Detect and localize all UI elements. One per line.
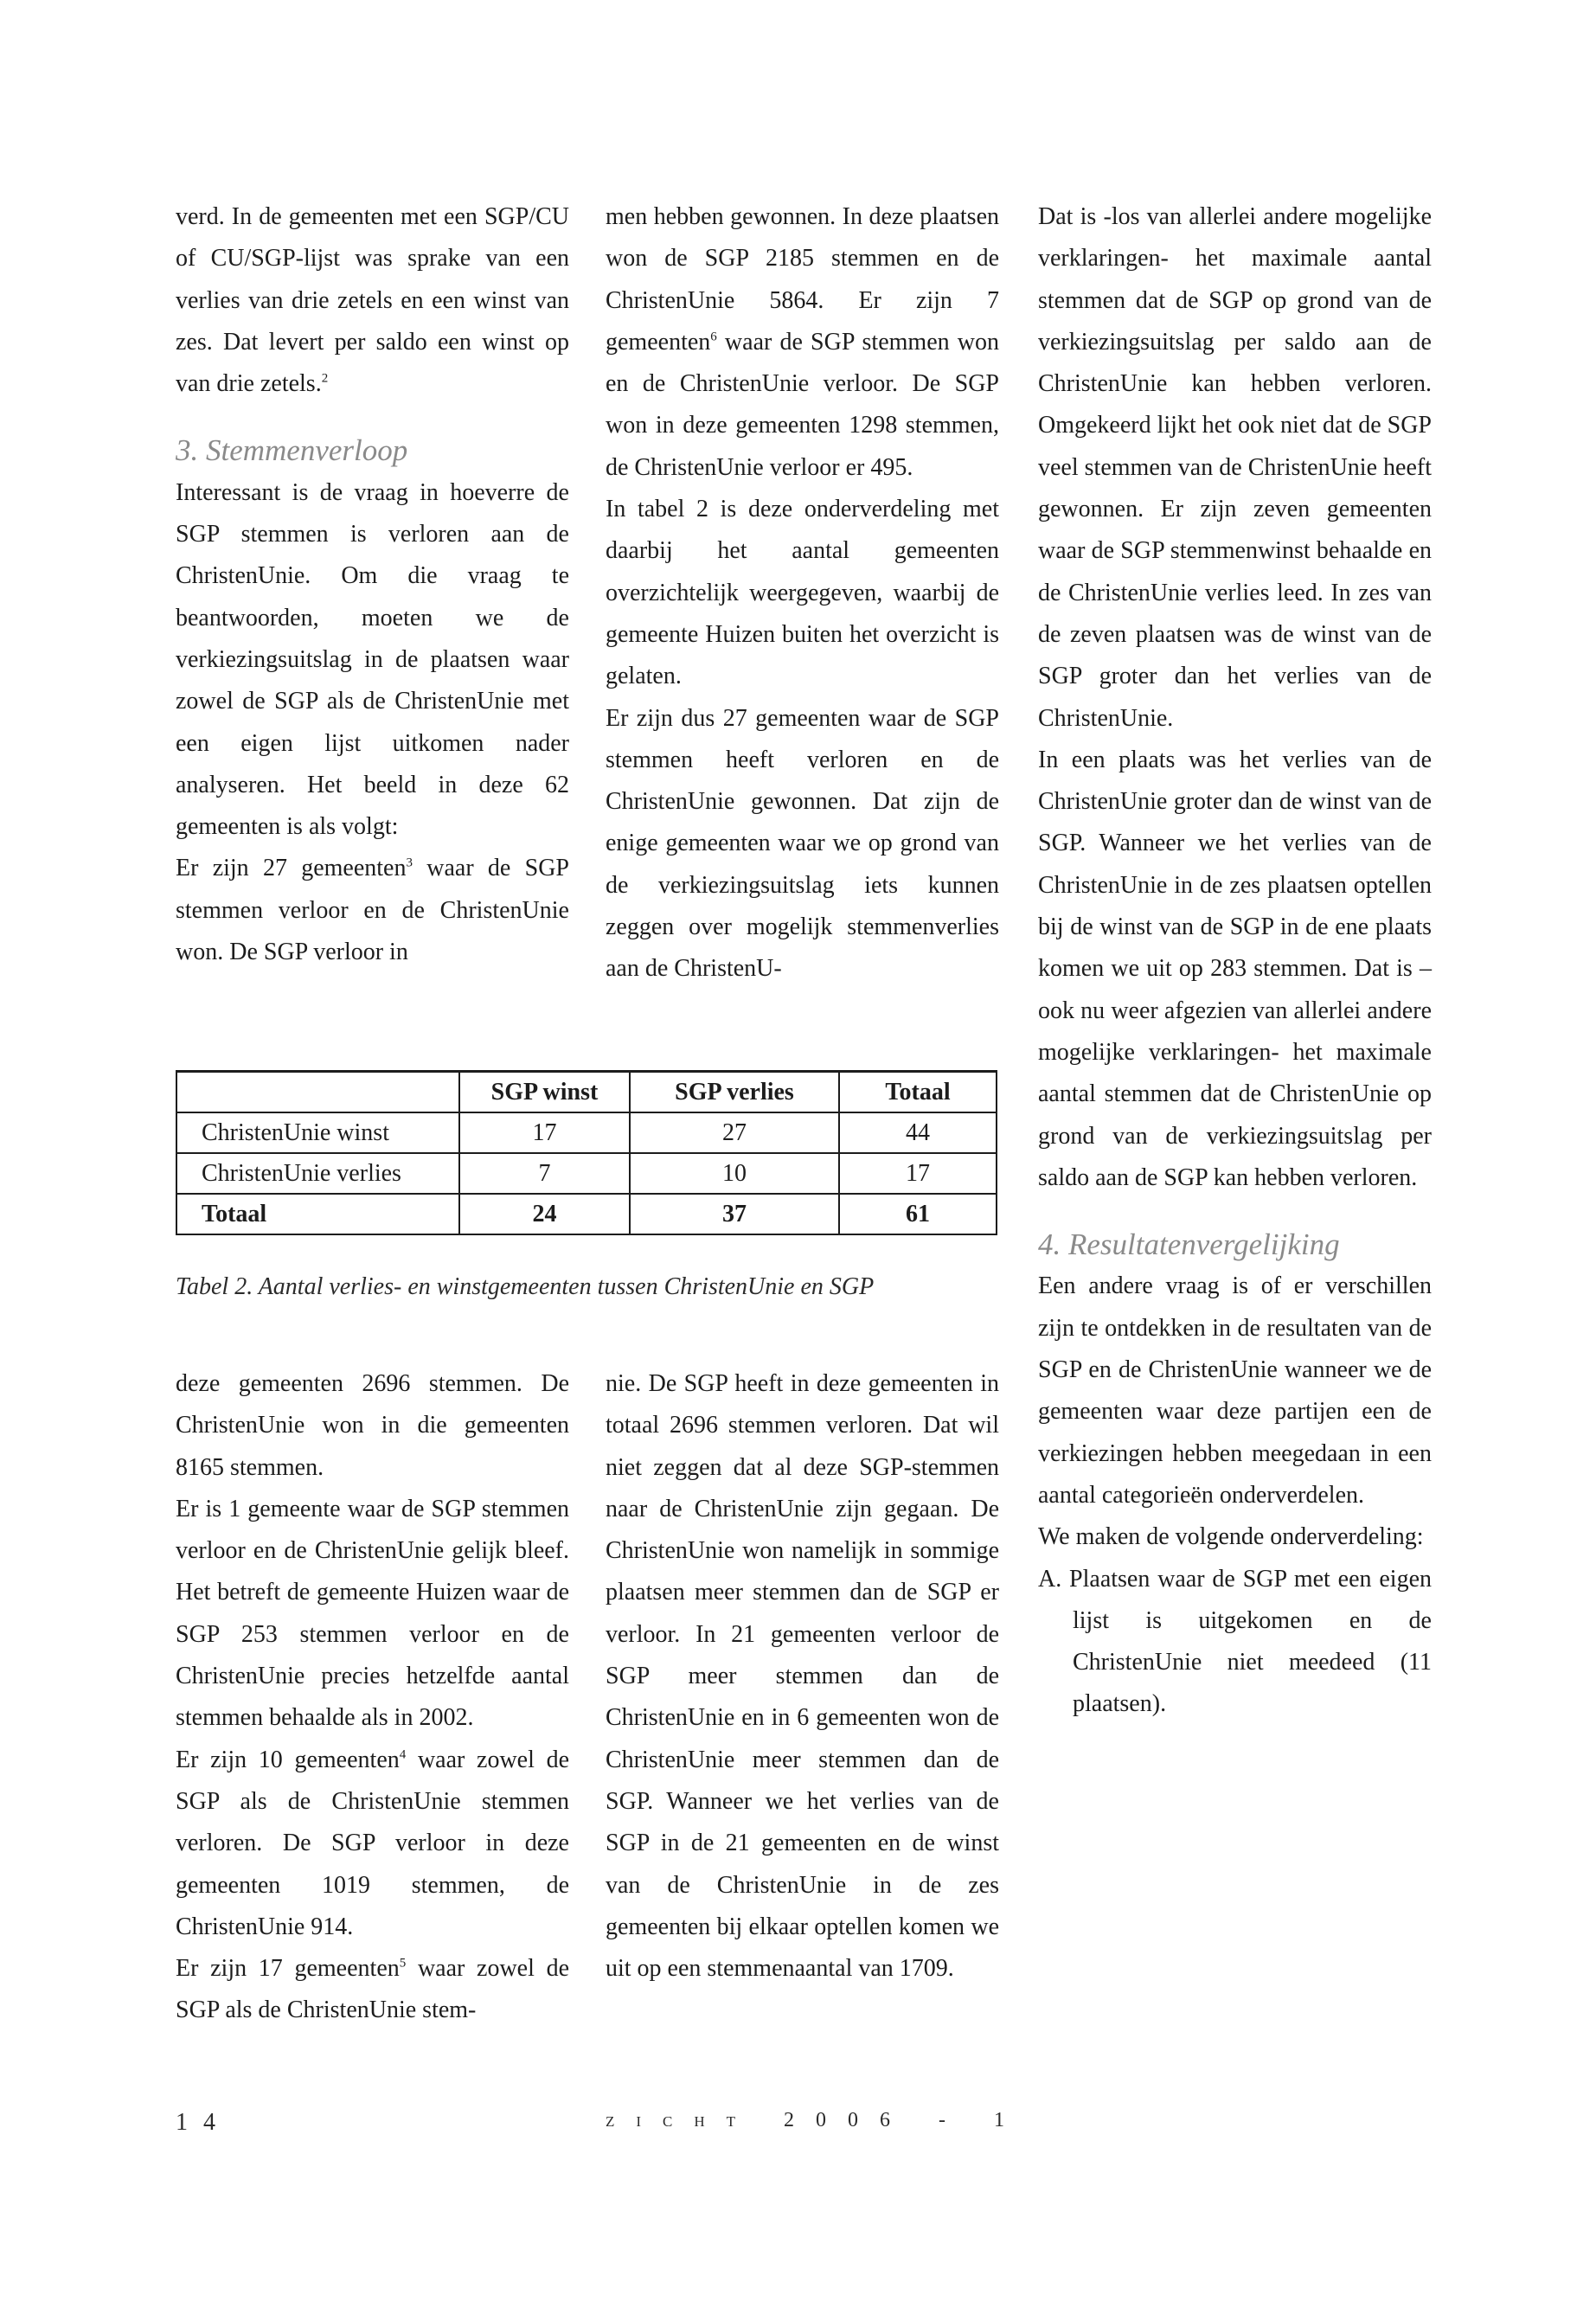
table-header-row [176, 1072, 997, 1113]
column-top-middle [606, 196, 999, 990]
section-heading-stemmenverloop: 3. Stemmenverloop [176, 433, 408, 468]
footnote-ref: 4 [399, 1747, 407, 1762]
paragraph: Er zijn dus 27 gemeenten waar de SGP stemmen heeft verloren en de ChristenUnie gewonnen. Dat zijn de enige gemeenten waar we op grond van de verkiezingsuitslag iets kunnen zeggen over mogelijk stemmenverlies aan de ChristenU- [606, 704, 999, 983]
table-header-cell: SGP verlies [630, 1072, 839, 1113]
table-cell: 24 [459, 1194, 630, 1234]
footnote-ref: 2 [321, 371, 329, 386]
table-cell: 17 [839, 1153, 997, 1194]
table-total-row [176, 1194, 997, 1234]
paragraph: Er is 1 gemeente waar de SGP stemmen verloor en de ChristenUnie gelijk bleef. Het betreft de gemeente Huizen waar de SGP 253 stemmen verloor en de ChristenUnie precies hetzelfde aantal stemmen behaalde als in 2002. [176, 1495, 569, 1732]
column-top-left [176, 196, 569, 973]
column-right [1038, 196, 1432, 1726]
paragraph: Dat is -los van allerlei andere mogelijke verklaringen- het maximale aantal stemmen dat de SGP op grond van de verkiezingsuitslag per saldo aan de ChristenUnie kan hebben verloren. Omgekeerd lijkt het ook niet dat de SGP veel stemmen van de ChristenUnie heeft gewonnen. Er zijn zeven gemeenten waar de SGP stemmenwinst behaalde en de ChristenUnie verlies leed. In zes van de zeven plaatsen was de winst van de SGP groter dan het verlies van de ChristenUnie. [1038, 203, 1432, 732]
column-bottom-left [176, 1363, 569, 2032]
column-bottom-middle [606, 1363, 999, 1990]
paragraph: deze gemeenten 2696 stemmen. De ChristenUnie won in die gemeenten 8165 stemmen. [176, 1370, 569, 1481]
paragraph: nie. De SGP heeft in deze gemeenten in totaal 2696 stemmen verloren. Dat wil niet zeggen dat al deze SGP-stemmen naar de ChristenUnie zijn gegaan. De ChristenUnie won namelijk in sommige plaatsen meer stemmen dan de SGP er verloor. In 21 gemeenten verloor de SGP meer stemmen dan de ChristenUnie en in 6 gemeenten won de ChristenUnie meer stemmen dan de SGP. Wanneer we het verlies van de SGP in de 21 gemeenten en de winst van de ChristenUnie in de zes gemeenten bij elkaar optellen komen we uit op een stemmenaantal van 1709. [606, 1370, 999, 1983]
paragraph: In tabel 2 is deze onderverdeling met daarbij het aantal gemeenten overzichtelijk weergegeven, waarbij de gemeente Huizen buiten het overzicht is gelaten. [606, 496, 999, 690]
table-cell: 37 [630, 1194, 839, 1234]
table-header-cell: SGP winst [459, 1072, 630, 1113]
paragraph: Er zijn 17 gemeenten$^5$ waar zowel de SGP als de ChristenUnie stem- [176, 1955, 569, 2024]
paragraph: Er zijn 10 gemeenten$^4$ waar zowel de SGP als de ChristenUnie stemmen verloren. De SGP verloor in deze gemeenten 1019 stemmen, de ChristenUnie 914. [176, 1746, 569, 1940]
footnote-ref: 6 [710, 330, 717, 344]
table-cell: ChristenUnie winst [176, 1112, 459, 1153]
category-list [1038, 1559, 1432, 1726]
table-row [176, 1153, 997, 1194]
section-heading-resultatenvergelijking: 4. Resultatenvergelijking [1038, 1227, 1340, 1262]
table-caption: Tabel 2. Aantal verlies- en winstgemeenten tussen ChristenUnie en SGP [176, 1273, 875, 1300]
table-cell: 7 [459, 1153, 630, 1194]
table-row [176, 1112, 997, 1153]
table-header-cell: Totaal [839, 1072, 997, 1113]
paragraph: Interessant is de vraag in hoeverre de SGP stemmen is verloren aan de ChristenUnie. Om die vraag te beantwoorden, moeten we de verkiezingsuitslag in de plaatsen waar zowel de SGP als de ChristenUnie met een eigen lijst uitkomen nader analyseren. Het beeld in deze 62 gemeenten is als volgt: [176, 478, 569, 841]
paragraph: In een plaats was het verlies van de ChristenUnie groter dan de winst van de SGP. Wanneer we het verlies van de ChristenUnie in de zes plaatsen optellen bij de winst van de SGP in de ene plaats komen we uit op 283 stemmen. Dat is –ook nu weer afgezien van allerlei andere mogelijke verklaringen- het maximale aantal stemmen dat de ChristenUnie op grond van de verkiezingsuitslag per saldo aan de SGP kan hebben verloren. [1038, 746, 1432, 1191]
footnote-ref: 3 [406, 856, 413, 871]
list-item: A. Plaatsen waar de SGP met een eigen lijst is uitgekomen en de ChristenUnie niet meedeed (11 plaatsen). [1038, 1565, 1432, 1718]
paragraph: Er zijn 27 gemeenten$^3$ waar de SGP stemmen verloor en de ChristenUnie won. De SGP verloor in [176, 855, 569, 966]
table-cell: 27 [630, 1112, 839, 1153]
paragraph: We maken de volgende onderverdeling: [1038, 1523, 1424, 1551]
paragraph: Een andere vraag is of er verschillen zijn te ontdekken in de resultaten van de SGP en de ChristenUnie wanneer we de gemeenten waar deze partijen een de verkiezingen hebben meegedaan in een aantal categorieën onderverdelen. [1038, 1272, 1432, 1509]
footnote-ref: 5 [399, 1956, 407, 1971]
table-2 [176, 1070, 997, 1235]
paragraph: men hebben gewonnen. In deze plaatsen won de SGP 2185 stemmen en de ChristenUnie 5864. Er zijn 7 gemeenten$^6$ waar de SGP stemmen won en de ChristenUnie verloor. De SGP won in deze gemeenten 1298 stemmen, de ChristenUnie verloor er 495. [606, 203, 999, 481]
page-number: 14 [176, 2109, 231, 2136]
table-cell: 61 [839, 1194, 997, 1234]
table-cell: 17 [459, 1112, 630, 1153]
data-table [176, 1070, 997, 1235]
running-title: zicht 2006 - 1 [606, 2109, 1027, 2131]
table-header-cell [176, 1072, 459, 1113]
paragraph: verd. In de gemeenten met een SGP/CU of CU/SGP-lijst was sprake van een verlies van drie zetels en een winst van zes. Dat levert per saldo een winst op van drie zetels.$^2$ [176, 203, 569, 398]
table-cell: 44 [839, 1112, 997, 1153]
table-cell: ChristenUnie verlies [176, 1153, 459, 1194]
table-cell: Totaal [176, 1194, 459, 1234]
table-cell: 10 [630, 1153, 839, 1194]
